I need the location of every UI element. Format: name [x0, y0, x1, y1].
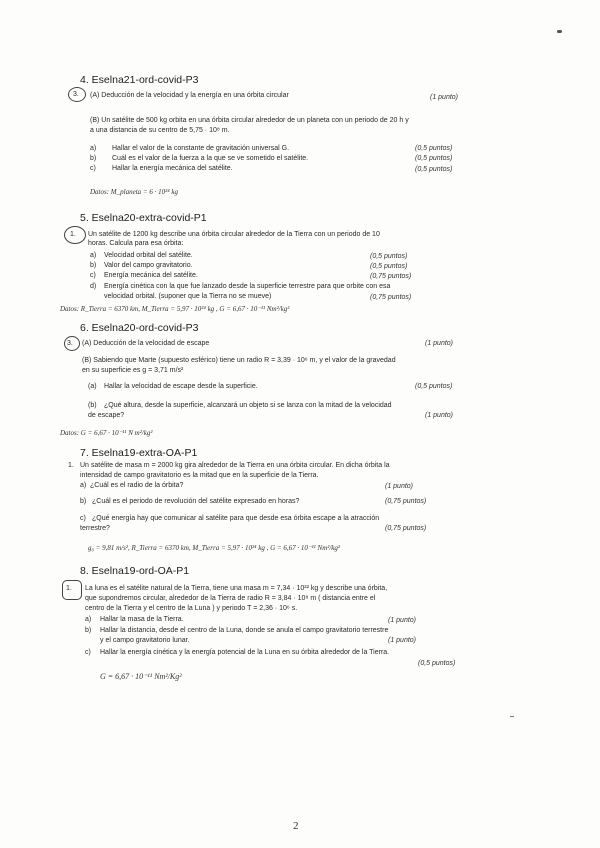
points: (0,75 puntos): [385, 498, 427, 505]
item-label: d): [90, 283, 97, 290]
points: (1 punto): [388, 617, 417, 624]
item-label: b): [90, 155, 97, 162]
item-text: Hallar el valor de la constante de gravitación universal G.: [112, 145, 290, 152]
section-title: 8. Eselna19-ord-OA-P1: [80, 565, 190, 577]
item-text: Energía cinética con la que fue lanzado desde la superficie terrestre para que orbite con esa: [104, 283, 391, 290]
points: (1 punto): [425, 412, 454, 419]
item-label: b): [90, 262, 97, 269]
item-text: ¿Cuál es el radio de la órbita?: [90, 482, 184, 489]
points: (0,5 puntos): [415, 145, 453, 152]
item-text: terrestre?: [80, 525, 110, 532]
points: (0,75 puntos): [370, 294, 412, 301]
item-text: Hallar la energía cinética y la energía potencial de la Luna en su órbita alrededor de la Tierra.: [100, 649, 390, 656]
item-text: Cuál es el valor de la fuerza a la que se ve sometido el satélite.: [112, 155, 309, 162]
data-line: Datos: M_planeta = 6 · 10²⁴ kg: [90, 188, 178, 196]
item-label: (b): [88, 402, 97, 409]
intro-line: La luna es el satélite natural de la Tierra, tiene una masa m = 7,34 · 10²² kg y describe una órbita,: [85, 585, 388, 592]
points: (0,5 puntos): [370, 263, 408, 270]
item-text: de escape?: [88, 412, 125, 419]
section-title: 6. Eselna20-ord-covid-P3: [80, 322, 199, 334]
question-number: 1.: [70, 231, 76, 238]
intro-line: centro de la Tierra y el centro de la Luna ) y periodo T = 2,36 · 10⁶ s.: [85, 605, 298, 612]
page-number: 2: [293, 820, 299, 832]
item-label: c): [90, 272, 96, 279]
intro-line: que supondremos circular, alrededor de la Tierra de radio R = 3,84 · 10⁸ m ( distancia entre el: [85, 595, 376, 602]
item-label: a): [80, 482, 87, 489]
intro-line: (B) Sabiendo que Marte (supuesto esférico) tiene un radio R = 3,39 · 10⁶ m, y el valor de la gravedad: [82, 357, 396, 364]
points: (0,5 puntos): [415, 383, 453, 390]
item-text: Hallar la distancia, desde el centro de la Luna, donde se anula el campo gravitatorio terrestre: [100, 627, 389, 634]
data-line: g₀ = 9,81 m/s², R_Tierra = 6370 km, M_Tierra = 5,97 · 10²⁴ kg , G = 6,67 · 10⁻¹¹ Nm²/kg²: [88, 544, 340, 552]
question-number: 1.: [66, 585, 72, 592]
question-number: 3.: [73, 91, 79, 98]
data-line: Datos: G = 6,67 · 10⁻¹¹ N m²/kg²: [60, 429, 153, 437]
question-header: (A) Deducción de la velocidad de escape: [82, 340, 210, 347]
data-line: G = 6,67 · 10⁻¹¹ Nm²/Kg²: [100, 672, 182, 681]
points: (0,5 puntos): [415, 155, 453, 162]
item-text: Energía mecánica del satélite.: [104, 272, 198, 279]
item-label: c): [90, 165, 96, 172]
intro-line: Un satélite de masa m = 2000 kg gira alrededor de la Tierra en una órbita circular. En dicha órbita la: [80, 462, 390, 469]
item-label: b): [85, 627, 92, 634]
item-text: ¿Qué energía hay que comunicar al satélite para que desde esa órbita escape a la atracción: [92, 515, 380, 522]
points: (0,5 puntos): [370, 253, 408, 260]
item-text: y el campo gravitatorio lunar.: [100, 637, 190, 644]
item-text: Hallar la energía mecánica del satélite.: [112, 165, 233, 172]
points: (0,5 puntos): [415, 166, 453, 173]
item-text: velocidad orbital. (suponer que la Tierra no se mueve): [104, 293, 272, 300]
item-label: (a): [88, 383, 97, 390]
number-circle: [62, 580, 82, 600]
scan-mark: [510, 716, 514, 717]
intro-line: (B) Un satélite de 500 kg orbita en una órbita circular alrededor de un planeta con un periodo de 20 h y: [90, 117, 409, 124]
item-label: a): [90, 252, 97, 259]
data-line: Datos: R_Tierra = 6370 km, M_Tierra = 5,97 · 10²⁴ kg , G = 6,67 · 10⁻¹¹ Nm²/kg²: [60, 305, 290, 313]
item-text: ¿Qué altura, desde la superficie, alcanzará un objeto si se lanza con la mitad de la velocidad: [104, 402, 392, 409]
intro-line: intensidad de campo gravitatorio es la mitad que en la superficie de la Tierra.: [80, 472, 319, 479]
item-label: b): [80, 498, 87, 505]
points: (1 punto): [388, 637, 417, 644]
question-number: 3.: [67, 340, 73, 347]
question-header: (A) Deducción de la velocidad y la energía en una órbita circular: [90, 92, 289, 99]
points: (0,5 puntos): [418, 660, 456, 667]
intro-line: Un satélite de 1200 kg describe una órbita circular alrededor de la Tierra con un periodo de 10: [88, 231, 380, 238]
scan-mark: [557, 30, 562, 33]
section-title: 7. Eselna19-extra-OA-P1: [80, 447, 198, 459]
points: (1 punto): [430, 94, 459, 101]
item-label: c): [85, 649, 91, 656]
points: (1 punto): [425, 340, 454, 347]
section-title: 5. Eselna20-extra-covid-P1: [80, 212, 207, 224]
item-label: c): [80, 515, 86, 522]
item-text: Hallar la masa de la Tierra.: [100, 616, 184, 623]
points: (0,75 puntos): [385, 525, 427, 532]
points: (1 punto): [385, 483, 414, 490]
item-text: Velocidad orbital del satélite.: [104, 252, 193, 259]
item-label: a): [90, 145, 97, 152]
question-number: 1.: [68, 462, 74, 469]
item-text: ¿Cuál es el periodo de revolución del satélite expresado en horas?: [92, 498, 300, 505]
intro-line: en su superficie es g = 3,71 m/s²: [82, 367, 184, 374]
item-label: a): [85, 616, 92, 623]
points: (0,75 puntos): [370, 273, 412, 280]
section-title: 4. Eselna21-ord-covid-P3: [80, 74, 199, 86]
intro-line: a una distancia de su centro de 5,75 · 10⁸ m.: [90, 127, 230, 134]
item-text: Valor del campo gravitatorio.: [104, 262, 193, 269]
intro-line: horas. Calcula para esa órbita:: [88, 240, 184, 247]
item-text: Hallar la velocidad de escape desde la superficie.: [104, 383, 258, 390]
